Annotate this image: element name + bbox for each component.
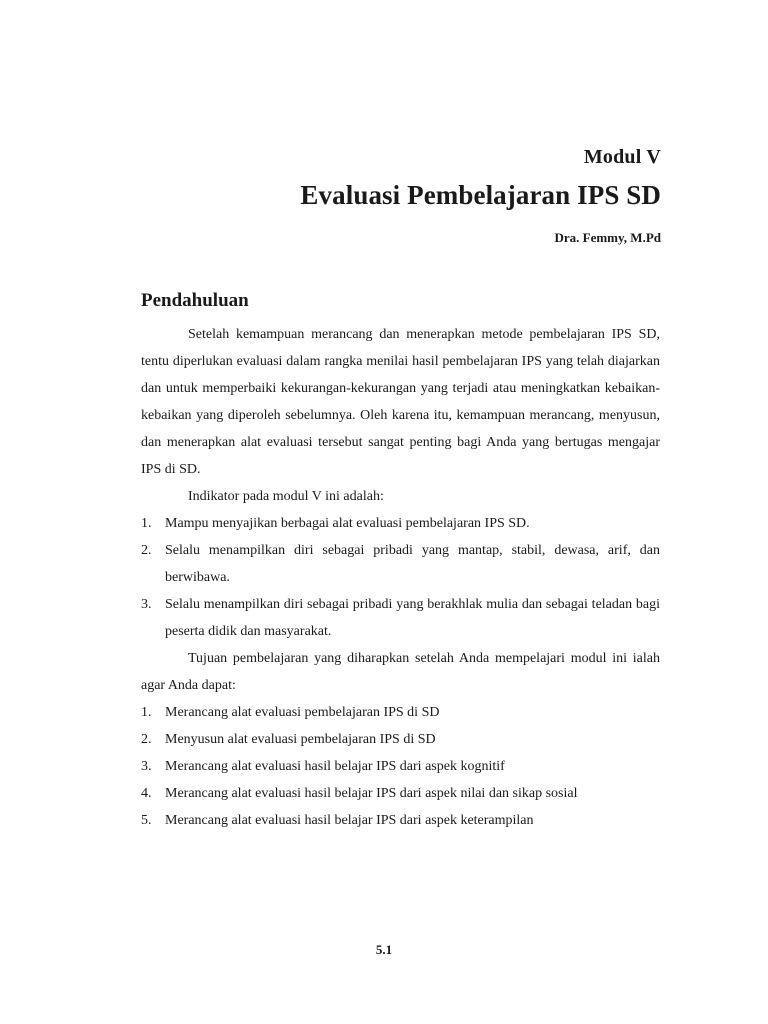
list-item (141, 510, 660, 537)
list-text: Merancang alat evaluasi hasil belajar IPS dari aspek nilai dan sikap sosial (165, 786, 578, 801)
list-item (141, 780, 660, 807)
list-number: 3. (141, 759, 152, 774)
list-number: 4. (141, 786, 152, 801)
list-text: Merancang alat evaluasi pembelajaran IPS di SD (165, 705, 440, 720)
indicator-list (141, 510, 660, 645)
list-text: Merancang alat evaluasi hasil belajar IPS dari aspek kognitif (165, 759, 505, 774)
indicator-intro: Indikator pada modul V ini adalah: (188, 489, 384, 504)
list-item (141, 699, 660, 726)
objective-list (141, 699, 660, 834)
section-body (141, 321, 660, 834)
intro-paragraph: Setelah kemampuan merancang dan menerapkan metode pembelajaran IPS SD, tentu diperlukan evaluasi dalam rangka menilai hasil pembelajaran IPS yang telah diajarkan dan untuk memperbaiki kekurangan-kekurangan yang terjadi atau meningkatkan kebaikan-kebaikan yang diperoleh sebelumnya. Oleh karena itu, kemampuan merancang, menyusun, dan menerapkan alat evaluasi tersebut sangat penting bagi Anda yang bertugas mengajar IPS di SD. (141, 327, 660, 477)
list-item (141, 591, 660, 645)
module-label: Modul V (583, 146, 661, 168)
list-item (141, 807, 660, 834)
list-text: Merancang alat evaluasi hasil belajar IPS dari aspek keterampilan (165, 813, 534, 828)
list-text: Mampu menyajikan berbagai alat evaluasi pembelajaran IPS SD. (165, 516, 530, 531)
list-item (141, 726, 660, 753)
section-heading: Pendahuluan (141, 290, 249, 311)
list-item (141, 753, 660, 780)
list-number: 2. (141, 543, 152, 558)
list-text: Selalu menampilkan diri sebagai pribadi yang berakhlak mulia dan sebagai teladan bagi peserta didik dan masyarakat. (165, 597, 660, 639)
list-number: 3. (141, 597, 152, 612)
list-number: 2. (141, 732, 152, 747)
objective-intro: Tujuan pembelajaran yang diharapkan setelah Anda mempelajari modul ini ialah agar Anda dapat: (141, 651, 660, 693)
list-number: 1. (141, 516, 152, 531)
list-text: Selalu menampilkan diri sebagai pribadi yang mantap, stabil, dewasa, arif, dan berwibawa. (165, 543, 660, 585)
module-title: Evaluasi Pembelajaran IPS SD (300, 180, 661, 210)
list-number: 1. (141, 705, 152, 720)
author-name: Dra. Femmy, M.Pd (554, 230, 661, 245)
list-item (141, 537, 660, 591)
page-number: 5.1 (375, 942, 393, 957)
list-number: 5. (141, 813, 152, 828)
list-text: Menyusun alat evaluasi pembelajaran IPS di SD (165, 732, 436, 747)
